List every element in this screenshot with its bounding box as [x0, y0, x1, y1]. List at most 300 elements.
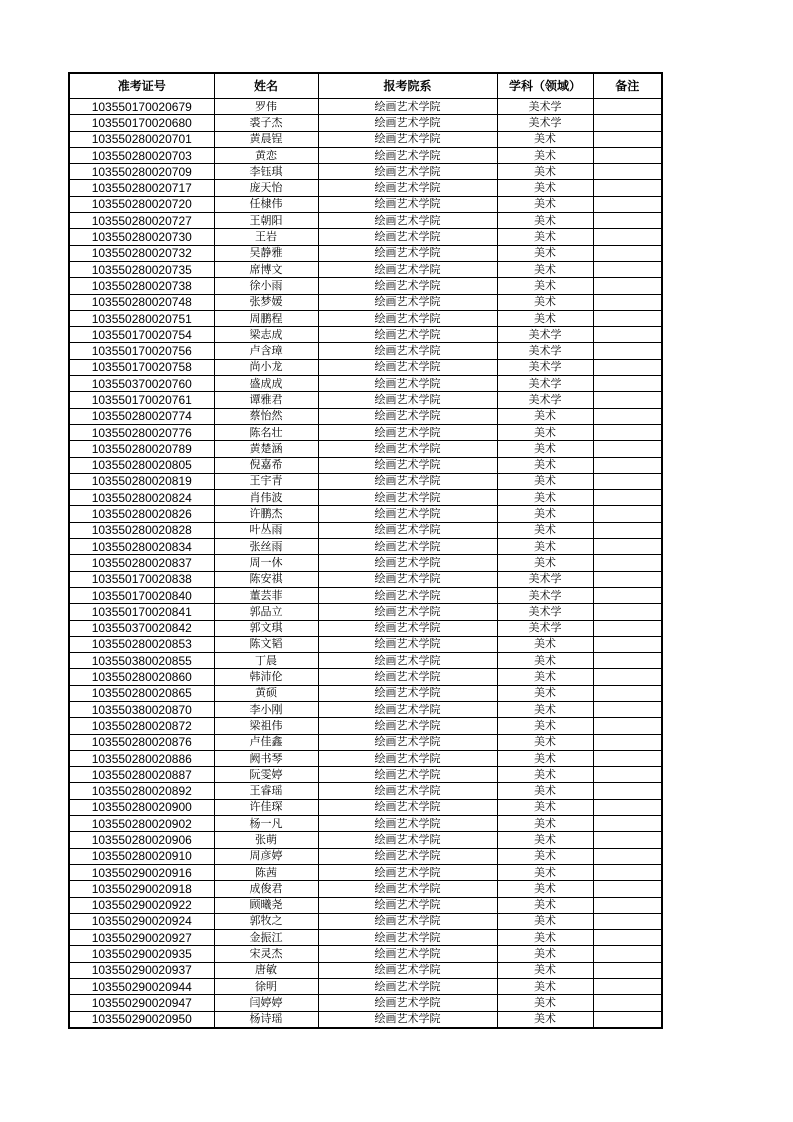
- discipline-cell: 美术: [497, 522, 593, 538]
- name-cell: 徐小雨: [214, 278, 318, 294]
- exam-id-cell: 103550290020935: [69, 946, 214, 962]
- exam-id-cell: 103550170020679: [69, 99, 214, 115]
- name-cell: 周鹏程: [214, 310, 318, 326]
- name-cell: 席博文: [214, 261, 318, 277]
- discipline-cell: 美术: [497, 164, 593, 180]
- discipline-cell: 美术: [497, 310, 593, 326]
- remarks-cell: [593, 424, 662, 440]
- department-cell: 绘画艺术学院: [318, 913, 497, 929]
- discipline-cell: 美术: [497, 490, 593, 506]
- name-cell: 郭品立: [214, 604, 318, 620]
- table-row: [69, 310, 662, 326]
- name-cell: 张梦媛: [214, 294, 318, 310]
- discipline-cell: 美术: [497, 555, 593, 571]
- table-row: [69, 881, 662, 897]
- remarks-cell: [593, 995, 662, 1011]
- name-cell: 成俊君: [214, 881, 318, 897]
- remarks-cell: [593, 767, 662, 783]
- remarks-cell: [593, 408, 662, 424]
- department-cell: 绘画艺术学院: [318, 1011, 497, 1028]
- remarks-cell: [593, 979, 662, 995]
- discipline-cell: 美术学: [497, 99, 593, 115]
- remarks-cell: [593, 799, 662, 815]
- exam-id-cell: 103550280020887: [69, 767, 214, 783]
- table-row: [69, 897, 662, 913]
- name-cell: 叶丛雨: [214, 522, 318, 538]
- table-row: [69, 864, 662, 880]
- discipline-cell: 美术学: [497, 392, 593, 408]
- table-row: [69, 816, 662, 832]
- name-cell: 张萌: [214, 832, 318, 848]
- exam-id-cell: 103550280020720: [69, 196, 214, 212]
- name-cell: 陈文韬: [214, 636, 318, 652]
- name-cell: 王宇青: [214, 473, 318, 489]
- table-row: [69, 180, 662, 196]
- discipline-cell: 美术: [497, 783, 593, 799]
- exam-id-cell: 103550280020730: [69, 229, 214, 245]
- remarks-cell: [593, 99, 662, 115]
- table-row: [69, 636, 662, 652]
- remarks-cell: [593, 946, 662, 962]
- name-cell: 梁祖伟: [214, 718, 318, 734]
- department-cell: 绘画艺术学院: [318, 669, 497, 685]
- exam-id-cell: 103550280020910: [69, 848, 214, 864]
- discipline-cell: 美术学: [497, 327, 593, 343]
- discipline-cell: 美术: [497, 734, 593, 750]
- name-cell: 丁晨: [214, 653, 318, 669]
- table-row: [69, 490, 662, 506]
- department-cell: 绘画艺术学院: [318, 864, 497, 880]
- name-cell: 张丝雨: [214, 539, 318, 555]
- exam-id-cell: 103550280020819: [69, 473, 214, 489]
- name-cell: 裘子杰: [214, 115, 318, 131]
- exam-id-cell: 103550290020924: [69, 913, 214, 929]
- discipline-cell: 美术: [497, 995, 593, 1011]
- exam-id-cell: 103550170020754: [69, 327, 214, 343]
- department-cell: 绘画艺术学院: [318, 131, 497, 147]
- remarks-cell: [593, 115, 662, 131]
- discipline-cell: 美术: [497, 245, 593, 261]
- name-cell: 倪嘉希: [214, 457, 318, 473]
- table-row: [69, 995, 662, 1011]
- remarks-cell: [593, 343, 662, 359]
- department-cell: 绘画艺术学院: [318, 424, 497, 440]
- exam-id-cell: 103550280020834: [69, 539, 214, 555]
- discipline-cell: 美术: [497, 750, 593, 766]
- name-cell: 蔡怡然: [214, 408, 318, 424]
- remarks-cell: [593, 636, 662, 652]
- discipline-cell: 美术: [497, 180, 593, 196]
- remarks-cell: [593, 685, 662, 701]
- table-row: [69, 522, 662, 538]
- department-cell: 绘画艺术学院: [318, 245, 497, 261]
- table-row: [69, 164, 662, 180]
- department-cell: 绘画艺术学院: [318, 767, 497, 783]
- discipline-cell: 美术: [497, 457, 593, 473]
- department-cell: 绘画艺术学院: [318, 571, 497, 587]
- remarks-cell: [593, 245, 662, 261]
- table-row: [69, 441, 662, 457]
- table-row: [69, 278, 662, 294]
- name-cell: 吴静雅: [214, 245, 318, 261]
- discipline-cell: 美术: [497, 196, 593, 212]
- department-cell: 绘画艺术学院: [318, 196, 497, 212]
- discipline-cell: 美术: [497, 881, 593, 897]
- exam-id-cell: 103550280020824: [69, 490, 214, 506]
- department-cell: 绘画艺术学院: [318, 685, 497, 701]
- discipline-cell: 美术: [497, 294, 593, 310]
- name-cell: 徐明: [214, 979, 318, 995]
- exam-id-cell: 103550290020918: [69, 881, 214, 897]
- department-cell: 绘画艺术学院: [318, 946, 497, 962]
- remarks-cell: [593, 310, 662, 326]
- exam-id-cell: 103550290020916: [69, 864, 214, 880]
- department-cell: 绘画艺术学院: [318, 522, 497, 538]
- name-cell: 盛成成: [214, 376, 318, 392]
- remarks-cell: [593, 147, 662, 163]
- discipline-cell: 美术: [497, 636, 593, 652]
- exam-id-cell: 103550290020947: [69, 995, 214, 1011]
- discipline-cell: 美术: [497, 946, 593, 962]
- name-cell: 黄恋: [214, 147, 318, 163]
- remarks-cell: [593, 278, 662, 294]
- exam-id-cell: 103550280020735: [69, 261, 214, 277]
- name-cell: 梁志成: [214, 327, 318, 343]
- discipline-cell: 美术: [497, 930, 593, 946]
- discipline-cell: 美术学: [497, 604, 593, 620]
- discipline-cell: 美术: [497, 979, 593, 995]
- exam-id-cell: 103550280020826: [69, 506, 214, 522]
- department-cell: 绘画艺术学院: [318, 734, 497, 750]
- discipline-cell: 美术: [497, 131, 593, 147]
- exam-id-cell: 103550170020841: [69, 604, 214, 620]
- remarks-cell: [593, 750, 662, 766]
- name-cell: 黄硕: [214, 685, 318, 701]
- table-row: [69, 245, 662, 261]
- remarks-cell: [593, 261, 662, 277]
- exam-id-cell: 103550290020922: [69, 897, 214, 913]
- exam-id-cell: 103550280020701: [69, 131, 214, 147]
- discipline-cell: 美术: [497, 718, 593, 734]
- remarks-cell: [593, 571, 662, 587]
- exam-id-cell: 103550170020840: [69, 587, 214, 603]
- table-row: [69, 571, 662, 587]
- exam-id-cell: 103550290020950: [69, 1011, 214, 1028]
- department-cell: 绘画艺术学院: [318, 555, 497, 571]
- remarks-cell: [593, 881, 662, 897]
- remarks-cell: [593, 359, 662, 375]
- table-row: [69, 604, 662, 620]
- name-cell: 杨一凡: [214, 816, 318, 832]
- table-row: [69, 213, 662, 229]
- remarks-cell: [593, 392, 662, 408]
- department-cell: 绘画艺术学院: [318, 343, 497, 359]
- department-cell: 绘画艺术学院: [318, 636, 497, 652]
- discipline-cell: 美术: [497, 539, 593, 555]
- remarks-cell: [593, 653, 662, 669]
- exam-id-cell: 103550280020853: [69, 636, 214, 652]
- remarks-cell: [593, 897, 662, 913]
- name-cell: 金振江: [214, 930, 318, 946]
- department-cell: 绘画艺术学院: [318, 506, 497, 522]
- remarks-cell: [593, 783, 662, 799]
- department-cell: 绘画艺术学院: [318, 457, 497, 473]
- department-cell: 绘画艺术学院: [318, 539, 497, 555]
- exam-id-cell: 103550280020860: [69, 669, 214, 685]
- department-cell: 绘画艺术学院: [318, 848, 497, 864]
- department-cell: 绘画艺术学院: [318, 995, 497, 1011]
- table-row: [69, 750, 662, 766]
- department-cell: 绘画艺术学院: [318, 327, 497, 343]
- remarks-cell: [593, 457, 662, 473]
- table-header-row: [69, 73, 662, 99]
- remarks-cell: [593, 913, 662, 929]
- discipline-cell: 美术: [497, 278, 593, 294]
- remarks-cell: [593, 441, 662, 457]
- discipline-cell: 美术: [497, 962, 593, 978]
- name-cell: 阮雯婷: [214, 767, 318, 783]
- discipline-cell: 美术: [497, 213, 593, 229]
- table-row: [69, 848, 662, 864]
- discipline-cell: 美术学: [497, 359, 593, 375]
- department-cell: 绘画艺术学院: [318, 490, 497, 506]
- table-row: [69, 343, 662, 359]
- table-row: [69, 913, 662, 929]
- department-cell: 绘画艺术学院: [318, 473, 497, 489]
- remarks-cell: [593, 620, 662, 636]
- remarks-cell: [593, 832, 662, 848]
- department-cell: 绘画艺术学院: [318, 408, 497, 424]
- name-cell: 陈安祺: [214, 571, 318, 587]
- table-row: [69, 359, 662, 375]
- exam-id-cell: 103550280020886: [69, 750, 214, 766]
- table-row: [69, 767, 662, 783]
- exam-id-cell: 103550280020906: [69, 832, 214, 848]
- exam-id-cell: 103550280020776: [69, 424, 214, 440]
- remarks-cell: [593, 1011, 662, 1028]
- department-cell: 绘画艺术学院: [318, 99, 497, 115]
- name-cell: 董芸菲: [214, 587, 318, 603]
- name-cell: 卢含璋: [214, 343, 318, 359]
- exam-id-cell: 103550170020680: [69, 115, 214, 131]
- exam-id-cell: 103550380020870: [69, 701, 214, 717]
- department-cell: 绘画艺术学院: [318, 816, 497, 832]
- table-row: [69, 457, 662, 473]
- table-row: [69, 261, 662, 277]
- remarks-cell: [593, 522, 662, 538]
- name-cell: 杨诗瑶: [214, 1011, 318, 1028]
- discipline-cell: 美术: [497, 229, 593, 245]
- table-row: [69, 147, 662, 163]
- name-cell: 谭雅君: [214, 392, 318, 408]
- remarks-cell: [593, 718, 662, 734]
- remarks-cell: [593, 164, 662, 180]
- remarks-cell: [593, 587, 662, 603]
- discipline-cell: 美术: [497, 767, 593, 783]
- remarks-cell: [593, 229, 662, 245]
- exam-id-cell: 103550290020944: [69, 979, 214, 995]
- table-body: [69, 99, 662, 1028]
- discipline-cell: 美术: [497, 685, 593, 701]
- remarks-cell: [593, 196, 662, 212]
- discipline-cell: 美术: [497, 832, 593, 848]
- table-row: [69, 946, 662, 962]
- department-cell: 绘画艺术学院: [318, 897, 497, 913]
- department-cell: 绘画艺术学院: [318, 930, 497, 946]
- name-cell: 陈茜: [214, 864, 318, 880]
- discipline-cell: 美术: [497, 261, 593, 277]
- exam-id-cell: 103550280020865: [69, 685, 214, 701]
- department-cell: 绘画艺术学院: [318, 604, 497, 620]
- department-cell: 绘画艺术学院: [318, 115, 497, 131]
- name-cell: 周彦婷: [214, 848, 318, 864]
- remarks-cell: [593, 669, 662, 685]
- remarks-cell: [593, 327, 662, 343]
- exam-id-cell: 103550280020717: [69, 180, 214, 196]
- table-row: [69, 294, 662, 310]
- remarks-cell: [593, 734, 662, 750]
- table-row: [69, 587, 662, 603]
- department-cell: 绘画艺术学院: [318, 799, 497, 815]
- department-cell: 绘画艺术学院: [318, 310, 497, 326]
- table-row: [69, 229, 662, 245]
- department-cell: 绘画艺术学院: [318, 376, 497, 392]
- discipline-cell: 美术: [497, 913, 593, 929]
- remarks-cell: [593, 604, 662, 620]
- discipline-cell: 美术: [497, 848, 593, 864]
- discipline-cell: 美术: [497, 653, 593, 669]
- department-cell: 绘画艺术学院: [318, 229, 497, 245]
- table-row: [69, 653, 662, 669]
- remarks-cell: [593, 701, 662, 717]
- table-row: [69, 832, 662, 848]
- name-cell: 任棣伟: [214, 196, 318, 212]
- discipline-cell: 美术: [497, 408, 593, 424]
- header-remarks: 备注: [593, 73, 662, 99]
- exam-id-cell: 103550280020703: [69, 147, 214, 163]
- table-row: [69, 979, 662, 995]
- discipline-cell: 美术: [497, 864, 593, 880]
- department-cell: 绘画艺术学院: [318, 261, 497, 277]
- remarks-cell: [593, 864, 662, 880]
- discipline-cell: 美术: [497, 424, 593, 440]
- table-row: [69, 115, 662, 131]
- exam-id-cell: 103550280020805: [69, 457, 214, 473]
- remarks-cell: [593, 816, 662, 832]
- table-row: [69, 685, 662, 701]
- name-cell: 李钰琪: [214, 164, 318, 180]
- remarks-cell: [593, 131, 662, 147]
- department-cell: 绘画艺术学院: [318, 441, 497, 457]
- exam-id-cell: 103550290020927: [69, 930, 214, 946]
- exam-id-cell: 103550280020902: [69, 816, 214, 832]
- table-row: [69, 930, 662, 946]
- department-cell: 绘画艺术学院: [318, 718, 497, 734]
- table-row: [69, 539, 662, 555]
- exam-id-cell: 103550280020872: [69, 718, 214, 734]
- department-cell: 绘画艺术学院: [318, 750, 497, 766]
- discipline-cell: 美术: [497, 441, 593, 457]
- table-row: [69, 196, 662, 212]
- exam-id-cell: 103550170020756: [69, 343, 214, 359]
- exam-id-cell: 103550280020828: [69, 522, 214, 538]
- table-row: [69, 962, 662, 978]
- header-department: 报考院系: [318, 73, 497, 99]
- header-name: 姓名: [214, 73, 318, 99]
- department-cell: 绘画艺术学院: [318, 962, 497, 978]
- remarks-cell: [593, 376, 662, 392]
- exam-id-cell: 103550280020876: [69, 734, 214, 750]
- exam-id-cell: 103550280020738: [69, 278, 214, 294]
- name-cell: 宋灵杰: [214, 946, 318, 962]
- discipline-cell: 美术: [497, 816, 593, 832]
- exam-id-cell: 103550280020732: [69, 245, 214, 261]
- department-cell: 绘画艺术学院: [318, 164, 497, 180]
- name-cell: 庞天怡: [214, 180, 318, 196]
- discipline-cell: 美术: [497, 147, 593, 163]
- remarks-cell: [593, 962, 662, 978]
- header-exam-id: 准考证号: [69, 73, 214, 99]
- department-cell: 绘画艺术学院: [318, 392, 497, 408]
- table-row: [69, 555, 662, 571]
- name-cell: 郭文琪: [214, 620, 318, 636]
- name-cell: 黄楚涵: [214, 441, 318, 457]
- department-cell: 绘画艺术学院: [318, 294, 497, 310]
- name-cell: 王睿瑶: [214, 783, 318, 799]
- department-cell: 绘画艺术学院: [318, 701, 497, 717]
- name-cell: 王朝阳: [214, 213, 318, 229]
- remarks-cell: [593, 294, 662, 310]
- table-row: [69, 799, 662, 815]
- exam-id-cell: 103550380020855: [69, 653, 214, 669]
- discipline-cell: 美术学: [497, 343, 593, 359]
- name-cell: 罗伟: [214, 99, 318, 115]
- table-row: [69, 408, 662, 424]
- header-discipline: 学科（领域）: [497, 73, 593, 99]
- discipline-cell: 美术学: [497, 620, 593, 636]
- discipline-cell: 美术: [497, 799, 593, 815]
- name-cell: 周一休: [214, 555, 318, 571]
- table-row: [69, 473, 662, 489]
- remarks-cell: [593, 555, 662, 571]
- discipline-cell: 美术学: [497, 587, 593, 603]
- table-row: [69, 1011, 662, 1028]
- table-row: [69, 131, 662, 147]
- name-cell: 许鹏杰: [214, 506, 318, 522]
- department-cell: 绘画艺术学院: [318, 881, 497, 897]
- remarks-cell: [593, 539, 662, 555]
- table-row: [69, 734, 662, 750]
- name-cell: 阙书琴: [214, 750, 318, 766]
- remarks-cell: [593, 930, 662, 946]
- name-cell: 黄晨锃: [214, 131, 318, 147]
- admission-roster-table: [68, 72, 663, 1029]
- exam-id-cell: 103550280020789: [69, 441, 214, 457]
- department-cell: 绘画艺术学院: [318, 832, 497, 848]
- remarks-cell: [593, 490, 662, 506]
- table-row: [69, 376, 662, 392]
- discipline-cell: 美术学: [497, 571, 593, 587]
- remarks-cell: [593, 848, 662, 864]
- department-cell: 绘画艺术学院: [318, 359, 497, 375]
- table-row: [69, 392, 662, 408]
- discipline-cell: 美术: [497, 473, 593, 489]
- department-cell: 绘画艺术学院: [318, 620, 497, 636]
- discipline-cell: 美术学: [497, 376, 593, 392]
- table-row: [69, 669, 662, 685]
- name-cell: 郭牧之: [214, 913, 318, 929]
- exam-id-cell: 103550280020709: [69, 164, 214, 180]
